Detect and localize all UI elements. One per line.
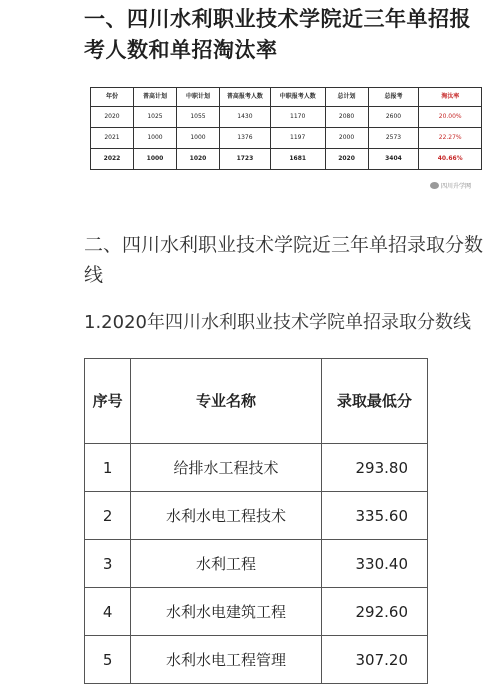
watermark-label: 四川升学网: [441, 183, 472, 190]
stats-table-image: [84, 84, 484, 206]
major-name: 水利水电建筑工程: [131, 588, 321, 636]
stats-cell: 1000: [177, 128, 220, 149]
stats-cell: 1376: [220, 128, 271, 149]
score-header-row: [85, 359, 428, 444]
stats-cell: 1170: [270, 107, 325, 128]
stats-cell: 1681: [270, 149, 325, 170]
major-name: 给排水工程技术: [131, 444, 321, 492]
stats-cell: 20.00%: [419, 107, 482, 128]
header-major-name: 专业名称: [131, 359, 321, 444]
stats-row: [91, 149, 482, 170]
serial-number: 1: [85, 444, 131, 492]
header-min-score: 录取最低分: [321, 359, 427, 444]
stats-cell: 2020: [91, 107, 134, 128]
min-score: 330.40: [321, 540, 427, 588]
stats-header-cell: 总报考: [368, 88, 419, 107]
section3-heading: 1.2020年四川水利职业技术学院单招录取分数线: [84, 312, 471, 333]
serial-number: 3: [85, 540, 131, 588]
admission-score-table: [84, 358, 428, 684]
stats-cell: 2080: [325, 107, 368, 128]
section2-heading: 二、四川水利职业技术学院近三年单招录取分数线: [84, 234, 484, 286]
stats-cell: 1025: [134, 107, 177, 128]
stats-header-cell: 中职计划: [177, 88, 220, 107]
serial-number: 4: [85, 588, 131, 636]
stats-cell: 1430: [220, 107, 271, 128]
major-name: 水利工程: [131, 540, 321, 588]
stats-cell: 1723: [220, 149, 271, 170]
stats-header-row: [91, 88, 482, 107]
stats-header-cell: 中职报考人数: [270, 88, 325, 107]
score-row: [85, 588, 428, 636]
admission-stats-table: [90, 87, 482, 170]
stats-cell: 2021: [91, 128, 134, 149]
serial-number: 2: [85, 492, 131, 540]
stats-cell: 3404: [368, 149, 419, 170]
stats-row: [91, 107, 482, 128]
stats-cell: 2020: [325, 149, 368, 170]
stats-cell: 1000: [134, 149, 177, 170]
stats-cell: 2573: [368, 128, 419, 149]
score-row: [85, 540, 428, 588]
stats-cell: 1000: [134, 128, 177, 149]
watermark: [430, 181, 471, 190]
serial-number: 5: [85, 636, 131, 684]
major-name: 水利水电工程技术: [131, 492, 321, 540]
score-row: [85, 636, 428, 684]
stats-cell: 40.66%: [419, 149, 482, 170]
stats-row: [91, 128, 482, 149]
stats-header-cell: 普高计划: [134, 88, 177, 107]
min-score: 335.60: [321, 492, 427, 540]
stats-cell: 1020: [177, 149, 220, 170]
stats-header-cell: 淘汰率: [419, 88, 482, 107]
stats-cell: 22.27%: [419, 128, 482, 149]
stats-cell: 1197: [270, 128, 325, 149]
section1-heading: 一、四川水利职业技术学院近三年单招报考人数和单招淘汰率: [84, 7, 471, 62]
stats-header-cell: 普高报考人数: [220, 88, 271, 107]
stats-header-cell: 年份: [91, 88, 134, 107]
min-score: 292.60: [321, 588, 427, 636]
stats-header-cell: 总计划: [325, 88, 368, 107]
wechat-icon: [430, 182, 439, 189]
min-score: 293.80: [321, 444, 427, 492]
major-name: 水利水电工程管理: [131, 636, 321, 684]
stats-cell: 2600: [368, 107, 419, 128]
stats-cell: 1055: [177, 107, 220, 128]
stats-cell: 2000: [325, 128, 368, 149]
stats-cell: 2022: [91, 149, 134, 170]
header-serial-number: 序号: [85, 359, 131, 444]
score-row: [85, 492, 428, 540]
min-score: 307.20: [321, 636, 427, 684]
score-row: [85, 444, 428, 492]
